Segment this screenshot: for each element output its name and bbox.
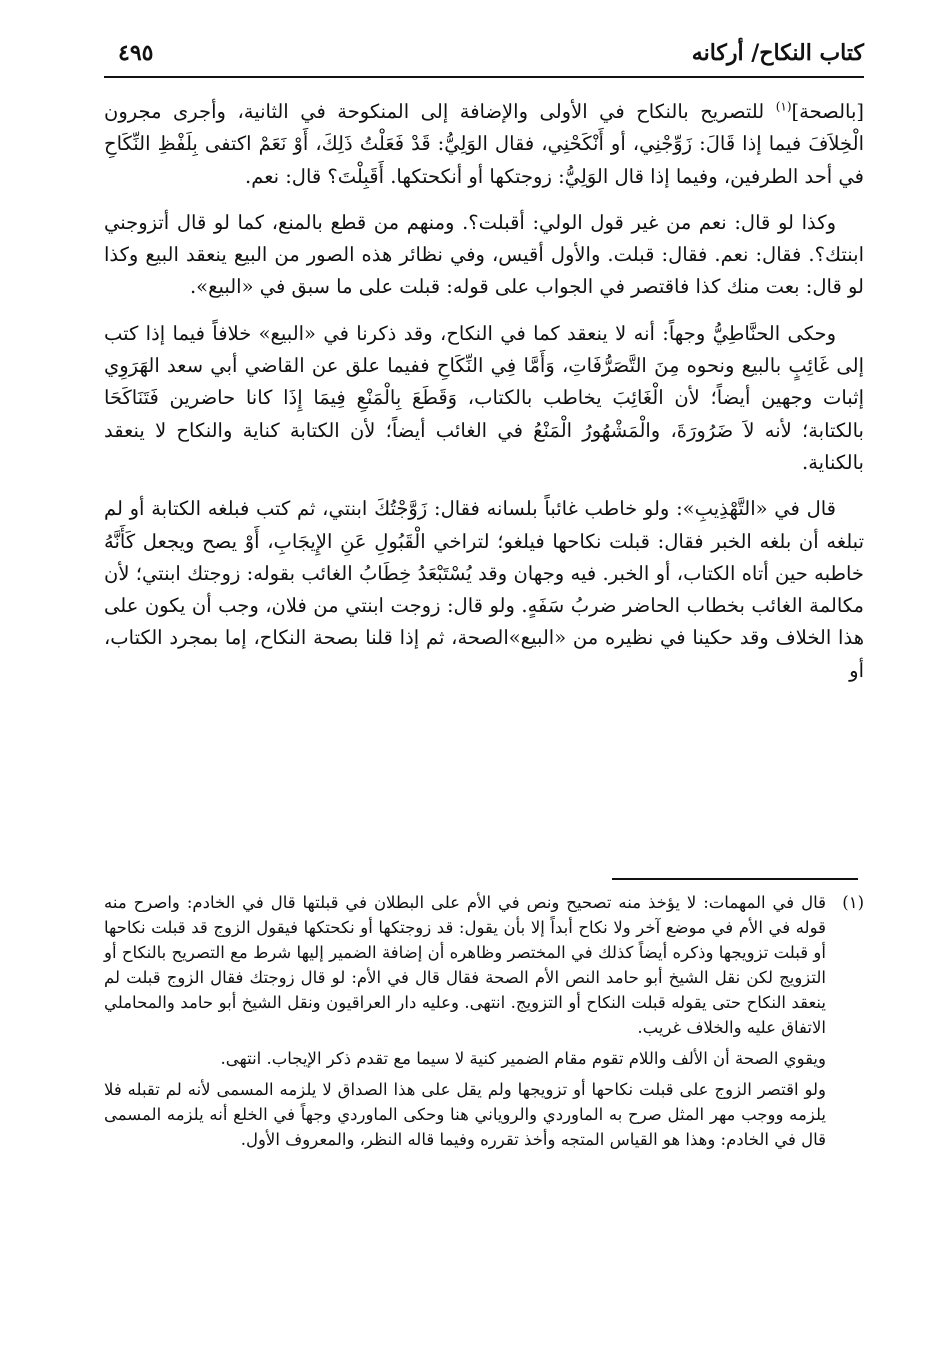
- paragraph: [104, 96, 864, 193]
- footnotes: [104, 890, 864, 1158]
- paragraph: وحكى الحنَّاطِيُّ وجهاً: أنه لا ينعقد كما في النكاح، وقد ذكرنا في «البيع» خلافاً فيما إذا كتب إلى غَائِبٍ بالبيع ونحوه مِنَ التَّصَرُّفَاتِ، وَأَمَّا فِي النِّكَاحِ ففيما علق عن القاضي أبي سعد الهَرَوِي إثبات وجهين أيضاً؛ لأن الْغَائِبَ يخاطب بالكتاب، وَقَطَعَ بِالْمَنْعِ فِيمَا إِذَا كانا حاضرين فَتَنَاكَحَا بالكتابة؛ لأنه لاَ ضَرُورَةَ، والْمَشْهُورُ الْمَنْعُ في الغائب أيضاً؛ لأن الكتابة كناية والنكاح لا ينعقد بالكناية.: [104, 321, 864, 474]
- footnote-paragraph: قال في المهمات: لا يؤخذ منه تصحيح ونص في الأم على البطلان في قبلتها قال في الخادم: واصرح منه قوله في الأم في موضع آخر ولا نكاح أبداً إلا بأن يقول: قد زوجتكها أو نكحتكها فيقول الزوج قد قبلت نكاحها أو قبلت تزويجها وذكره أيضاً كذلك في المختصر وظاهره أن إضافة الضمير إليها شرط مع التصريح بالنكاح أو التزويج لكن نقل الشيخ أبو حامد النص الأم الصحة فقال قال في الأم: لو قال زوجتك فقال الزوج قبلت لم ينعقد النكاح حتى يقوله قبلت النكاح أو التزويج. انتهى. وعليه دار العراقيون ونقل الشيخ أبو حامد والمحاملي الاتفاق عليه والخلاف غريب.: [104, 893, 826, 1037]
- footnote-divider: [612, 878, 858, 880]
- page-header: [104, 36, 864, 78]
- footnote-paragraph: ولو اقتصر الزوج على قبلت نكاحها أو تزويجها ولم يقل على هذا الصداق لا يلزمه المسمى لأنه لم تقبله فلا يلزمه ووجب مهر المثل صرح به الماوردي والروياني هنا وحكى الماوردي وجهاً في الخلع أنه يلزمه المسمى قال في الخادم: وهذا هو القياس المتجه وأخذ تقرره وفيما قاله النظر، والمعروف الأول.: [104, 1080, 826, 1149]
- footnote-marker: (١): [842, 893, 864, 912]
- running-title: كتاب النكاح/ أركانه: [691, 40, 864, 66]
- footnote-reference: (١): [775, 99, 792, 114]
- paragraph: وكذا لو قال: نعم من غير قول الولي: أقبلت؟. ومنهم من قطع بالمنع، كما لو قال أتزوجني ابنتك؟. فقال: نعم. فقال: قبلت. والأول أقيس، وفي نظائر هذه الصور من البيع ينعقد البيع وكذا لو قال: بعت منك كذا فاقتصر في الجواب على قوله: قبلت على ما سبق في «البيع».: [104, 210, 864, 299]
- footnote-paragraph: ويقوي الصحة أن الألف واللام تقوم مقام الضمير كنية لا سيما مع تقدم ذكر الإيجاب. انتهى.: [220, 1049, 826, 1068]
- paragraph-text: للتصريح بالنكاح في الأولى والإضافة إلى المنكوحة في الثانية، وأجرى مجرون الْخِلاَفَ فيما إذا قَالَ: زَوِّجْنِي، أو أَنْكَحْنِي، فقال الوَلِيُّ: قَدْ فَعَلْتُ ذَلِكَ، أَوْ نَعَمْ اكتفى بِلَفْظِ النِّكَاحِ في أحد الطرفين، وفيما إذا قال الوَلِيُّ: زوجتكها أو أنكحتكها. أَقَبِلْتَ؟ قال: نعم.: [104, 100, 864, 188]
- footnote: [104, 890, 864, 1158]
- page-number: ٤٩٥: [118, 40, 154, 66]
- paragraph: قال في «التَّهْذِيبِ»: ولو خاطب غائباً بلسانه فقال: زَوَّجْتُكَ ابنتي، ثم كتب فبلغه الكتابة أو لم تبلغه أن بلغه الخبر فقال: قبلت نكاحها فيلغو؛ لتراخي الْقَبُولِ عَنِ الإِيجَابِ، أَوْ يصح ويجعل كَأَنَّهُ خاطبه حين أتاه الكتاب، أو الخبر. فيه وجهان وقد يُسْتَبْعَدُ خِطَابُ الغائب بقوله: زوجتك ابنتي؛ لأن مكالمة الغائب بخطاب الحاضر ضربُ سَفَهٍ. ولو قال: زوجت ابنتي من فلان، وجب أن يكون على هذا الخلاف وقد حكينا في نظيره من «البيع»الصحة، ثم إذا قلنا بصحة النكاح، إما بمجرد الكتاب، أو: [104, 497, 864, 682]
- paragraph-lead: [بالصحة]: [791, 100, 864, 123]
- main-text: [104, 96, 864, 701]
- footnote-body: [104, 890, 826, 1158]
